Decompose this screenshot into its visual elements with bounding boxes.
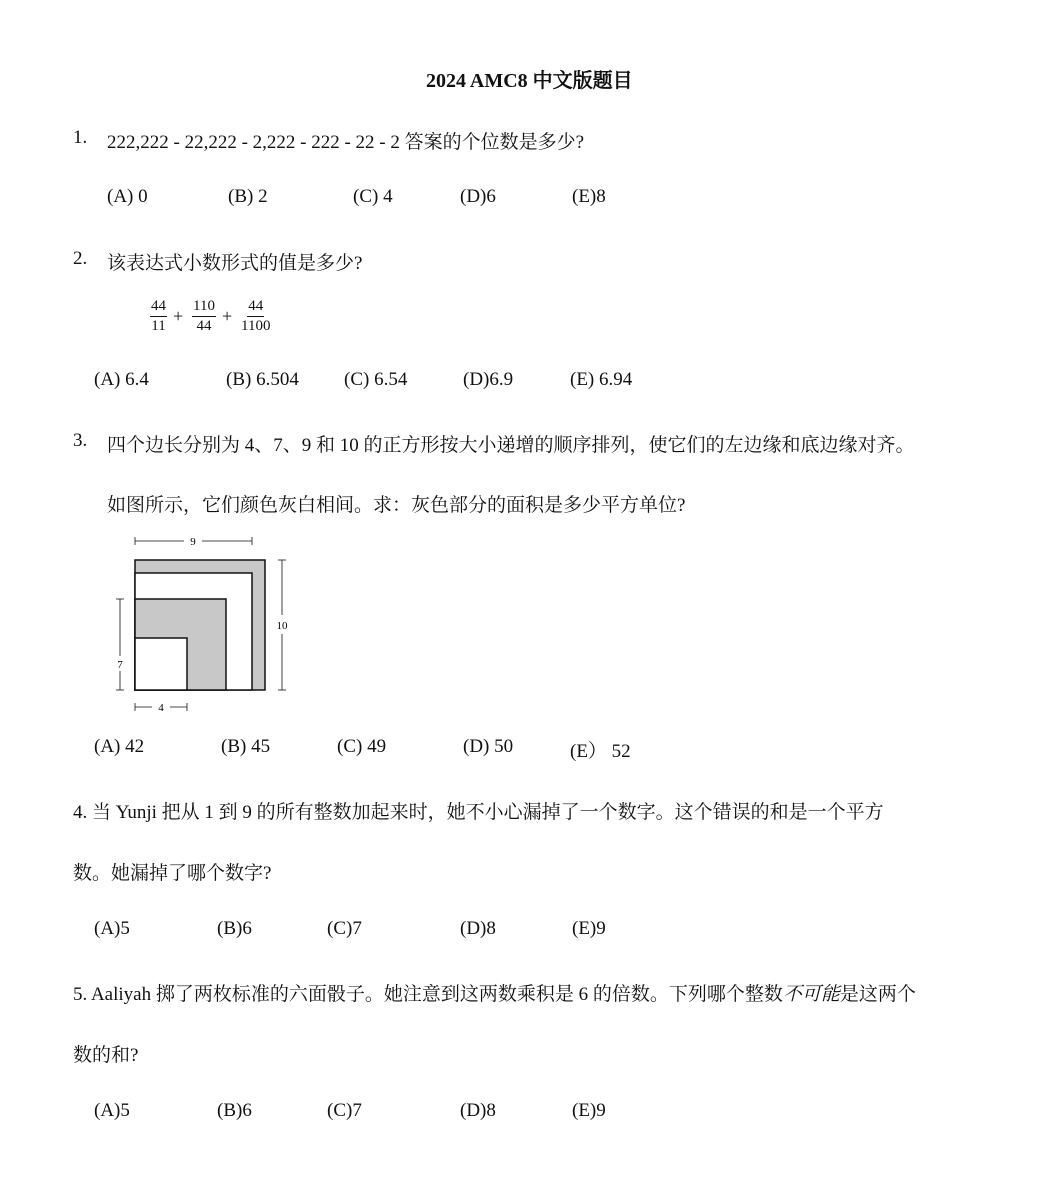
q1-option-e: (E)8 [572,186,606,207]
q5-emphasis: 不可能 [782,984,840,1005]
label-top: 9 [190,536,196,548]
squares-figure [100,530,310,720]
q2-option-b: (B) 6.504 [226,369,299,390]
q5-option-a: (A)5 [94,1100,130,1121]
q2-fraction-3-denominator: 1100 [241,318,271,334]
label-right: 10 [276,620,288,632]
q5-option-d: (D)8 [460,1100,496,1121]
q2-text: 该表达式小数形式的值是多少? [107,253,363,274]
q2-fraction-2 [192,298,216,335]
q3-option-c: (C) 49 [337,736,387,757]
q2-fraction-3-numerator: 44 [247,298,264,317]
label-left: 7 [117,659,123,671]
q5-text-line2: 数的和? [73,1045,139,1066]
q1-number: 1. [73,127,88,148]
q5-text-part2: 是这两个 [839,984,916,1005]
q2-fraction-2-numerator: 110 [192,298,216,317]
q2-number: 2. [73,248,88,269]
q1-option-a: (A) 0 [107,186,148,207]
q2-fraction-1-denominator: 11 [151,318,166,334]
q4-option-a: (A)5 [94,918,130,939]
q5-text-line1 [73,979,916,1006]
page-title: 2024 AMC8 中文版题目 [426,70,633,92]
q2-fraction-2-denominator: 44 [196,318,212,334]
q3-number: 3. [73,430,88,451]
label-bottom: 4 [158,702,164,714]
q2-option-d: (D)6.9 [463,369,514,390]
q5-option-b: (B)6 [217,1100,252,1121]
q4-option-e: (E)9 [572,918,606,939]
square-4 [135,638,187,690]
q5-option-e: (E)9 [572,1100,606,1121]
q2-fraction-3 [240,298,271,335]
q1-option-b: (B) 2 [228,186,268,207]
q2-option-e: (E) 6.94 [570,369,633,390]
q3-option-e: (E） 52 [570,741,631,762]
q4-text-line2: 数。她漏掉了哪个数字? [73,863,272,884]
q1-text: 222,222 - 22,222 - 2,222 - 222 - 22 - 2 答案的个位数是多少? [107,132,585,153]
dimension-left [116,599,124,690]
q1-option-d: (D)6 [460,186,496,207]
q4-text-line1: 4. 当 Yunji 把从 1 到 9 的所有整数加起来时，她不小心漏掉了一个数字。这个错误的和是一个平方 [73,802,884,823]
q5-text-part1: 5. Aaliyah 掷了两枚标准的六面骰子。她注意到这两数乘积是 6 的倍数。下列哪个整数 [73,984,783,1005]
q3-text-line2: 如图所示，它们颜色灰白相间。求：灰色部分的面积是多少平方单位? [107,495,686,516]
q1-option-c: (C) 4 [353,186,393,207]
q3-text-line1: 四个边长分别为 4、7、9 和 10 的正方形按大小递增的顺序排列，使它们的左边缘和底边缘对齐。 [107,435,915,456]
q5-option-c: (C)7 [327,1100,362,1121]
q2-fraction-1-numerator: 44 [150,298,167,317]
q3-option-a: (A) 42 [94,736,145,757]
q2-option-a: (A) 6.4 [94,369,149,390]
plus-sign-1: + [173,306,184,326]
q4-option-c: (C)7 [327,918,362,939]
q3-option-d: (D) 50 [463,736,514,757]
plus-sign-2: + [222,306,233,326]
q4-option-b: (B)6 [217,918,252,939]
q2-fraction-1 [150,298,167,335]
q2-option-c: (C) 6.54 [344,369,408,390]
q4-option-d: (D)8 [460,918,496,939]
q3-option-b: (B) 45 [221,736,271,757]
